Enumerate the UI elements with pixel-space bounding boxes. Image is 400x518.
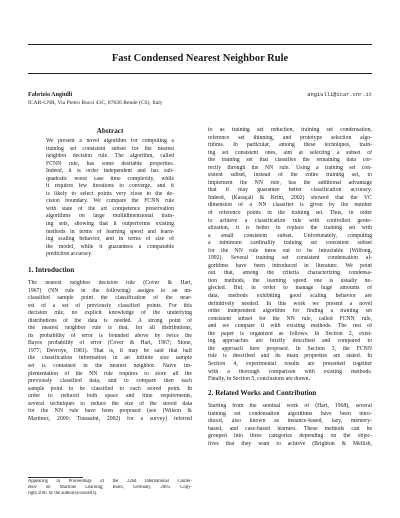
author-affiliation: ICAR-CNR, Via Pietro Bucci 41C, 87036 Rende (CS), Italy bbox=[28, 100, 163, 106]
right-column-body bbox=[208, 127, 372, 384]
text-line: the nearest neighbor rule is that, for all distributions, bbox=[28, 325, 192, 332]
text-line: FCNN rule, has some desirable properties. bbox=[46, 160, 174, 167]
abstract-heading: Abstract bbox=[96, 127, 124, 135]
text-line: that it may guarantee better classification accuracy. bbox=[208, 187, 372, 194]
text-line: alization, it is better to replace the training set with bbox=[208, 225, 372, 232]
text-line: for the NN rule have been proposed (see (Wilson & bbox=[28, 408, 192, 415]
text-line: and we compare it with existing methods. The rest of bbox=[208, 323, 372, 330]
top-rule bbox=[28, 44, 372, 45]
text-line: grouped into three categories depending on the objec- bbox=[208, 433, 372, 440]
text-line: implement the NN rule, has the additional advantage bbox=[208, 179, 372, 186]
footnote-rule bbox=[28, 477, 83, 478]
text-line: ence on Machine Learning, Bonn, Germany, 2005. Copy- bbox=[28, 485, 192, 490]
text-line: ing approaches are briefly described and compared to bbox=[208, 338, 372, 345]
text-line: Starting from the seminal work of (Hart, 1968), several bbox=[208, 403, 372, 409]
text-line: of reference points in the training set. Thus, in order bbox=[208, 210, 372, 217]
text-line: data, methods exhibiting good scaling behavior are bbox=[208, 293, 372, 300]
text-line: neighbor decision rule. The algorithm, called bbox=[46, 153, 174, 160]
text-line: based, and case-based learners. These methods can be bbox=[208, 425, 372, 432]
text-line: est of a set of previously classified points. For this bbox=[28, 302, 192, 309]
text-line: to achieve a classification rule with controlled gener- bbox=[208, 217, 372, 224]
abstract-body bbox=[46, 138, 174, 259]
text-line: it requires few iterations to converge, and it bbox=[46, 183, 174, 190]
text-line: order independent algorithm for finding a training set bbox=[208, 308, 372, 315]
paper-title: Fast Condensed Nearest Neighbor Rule bbox=[111, 53, 289, 64]
text-line: training set consistent subset for the nearest bbox=[46, 145, 174, 152]
text-line: out that, among the criteria characterizing condensa- bbox=[208, 270, 372, 277]
author-email: angiulli@icar.cnr.it bbox=[307, 92, 372, 98]
text-line: consistent subset for the NN rule, called FCNN rule, bbox=[208, 315, 372, 322]
text-line: duced, also known as instance-based, lazy, memory- bbox=[208, 418, 372, 425]
text-line: 1977; Devroye, 1981). That is, it may be said that half bbox=[28, 347, 192, 354]
text-line: training set condensation algorithms have been intro- bbox=[208, 410, 372, 417]
text-line: methods in terms of learning speed and learn- bbox=[46, 228, 174, 235]
text-line: We present a novel algorithm for computing a bbox=[46, 138, 174, 144]
text-line: to as training set reduction, training set condensation, bbox=[208, 127, 372, 133]
text-line: rithms. In particular, among these techniques, train- bbox=[208, 142, 372, 149]
text-line: The nearest neighbor decision rule (Cover & Hart, bbox=[28, 280, 192, 286]
text-line: quadratic worst case time complexity, while bbox=[46, 175, 174, 182]
text-line: previously classified data, and to compare then each bbox=[28, 378, 192, 385]
text-line: algorithms on large multidimensional train- bbox=[46, 213, 174, 220]
text-line: sample point to be classified to each stored point. In bbox=[28, 385, 192, 392]
text-line: rectly through the NN rule. Using a training set con- bbox=[208, 164, 372, 171]
related-works-body bbox=[208, 403, 372, 448]
text-line: ing set consistent ones, aim at selecting a subset of bbox=[208, 149, 372, 156]
text-line: ing scaling behavior, and in terms of size of bbox=[46, 236, 174, 243]
text-line: a minimum cardinality training set consistent subset bbox=[208, 240, 372, 247]
text-line: decision rule, no explicit knowledge of the underlying bbox=[28, 310, 192, 317]
text-line: is likely to select points very close to the de- bbox=[46, 190, 174, 197]
text-line: the approach here proposed. In Section 3, the FCNN bbox=[208, 345, 372, 352]
text-line: order to reduced both space and time requirements, bbox=[28, 393, 192, 400]
text-line: right 2005 by the author(s)/owner(s). bbox=[28, 491, 98, 496]
text-line: its probability of error is bounded above by twice the bbox=[28, 332, 192, 339]
text-line: the model, while it guarantees a comparable bbox=[46, 243, 174, 250]
title-rule bbox=[28, 73, 372, 74]
text-line: Indeed, (Karaçali & Krim, 2002) showed that the VC bbox=[208, 194, 372, 201]
author-name: Fabrizio Angiulli bbox=[28, 92, 73, 98]
intro-heading: 1. Introduction bbox=[28, 266, 75, 274]
text-line: distributions of the data is needed. A strong point of bbox=[28, 317, 192, 324]
text-line: tion methods, the learning speed one is usually ne- bbox=[208, 277, 372, 284]
text-line: the training set that classifies the remaining data cor- bbox=[208, 157, 372, 164]
text-line: Indeed, it is order independent and has sub- bbox=[46, 168, 174, 175]
text-line: several techniques to reduce the size of the stored data bbox=[28, 400, 192, 407]
text-line: dimension of a NN classifier is given by the number bbox=[208, 202, 372, 209]
text-line: classified sample point the classification of the near- bbox=[28, 295, 192, 302]
text-line: sistent subset, instead of the entire training set, to bbox=[208, 172, 372, 179]
text-line: the classification information in an infinite size sample bbox=[28, 355, 192, 362]
text-line: the paper is organized as follows. In Section 2, exist- bbox=[208, 330, 372, 337]
text-line: for the NN rule turns out to be intractable (Wilfong, bbox=[208, 247, 372, 254]
text-line: Appearing in Proceedings of the 22nd International Confer- bbox=[28, 479, 192, 484]
intro-body bbox=[28, 280, 192, 423]
text-line: definitively needed. In this work we present a novel bbox=[208, 300, 372, 307]
text-line: Section 4, experimental results are presented together bbox=[208, 360, 372, 367]
text-line: cision boundary. We compare the FCNN rule bbox=[46, 198, 174, 205]
text-line: prediction accuracy. bbox=[46, 251, 93, 258]
text-line: with state of the art competence preservation bbox=[46, 205, 174, 212]
related-works-heading: 2. Related Works and Contribution bbox=[208, 389, 317, 397]
text-line: glected. But, in order to manage huge amounts of bbox=[208, 285, 372, 292]
text-line: rule is described and its main properties are stated. In bbox=[208, 353, 372, 360]
text-line: plementation of the NN rule requires to store all the bbox=[28, 370, 192, 377]
text-line: 1967) (NN rule in the following) assigns to an un- bbox=[28, 287, 192, 294]
text-line: with a thorough comparison with existing methods. bbox=[208, 368, 372, 375]
text-line: reference set thinning, and prototype selection algo- bbox=[208, 134, 372, 141]
text-line: ing sets, showing that it outperforms existing bbox=[46, 221, 174, 228]
footnote bbox=[28, 479, 192, 497]
author-row bbox=[28, 92, 372, 98]
text-line: tives that they want to achieve (Brighton & Mellish, bbox=[208, 440, 372, 447]
text-line: a small consistent subset. Unfortunately, computing bbox=[208, 232, 372, 239]
text-line: Finally, in Section 5, conclusions are drawn. bbox=[208, 376, 310, 383]
text-line: gorithms have been introduced in literature. We point bbox=[208, 262, 372, 269]
text-line: Bayes probability of error (Cover & Hart, 1967; Stone, bbox=[28, 340, 192, 347]
text-line: Martinez, 2000; Toussaint, 2002) for a survey) referred bbox=[28, 415, 192, 422]
text-line: set is contained in the nearest neighbor. Naive im- bbox=[28, 363, 192, 370]
text-line: 1992). Several training set consistent condensation al- bbox=[208, 255, 372, 262]
